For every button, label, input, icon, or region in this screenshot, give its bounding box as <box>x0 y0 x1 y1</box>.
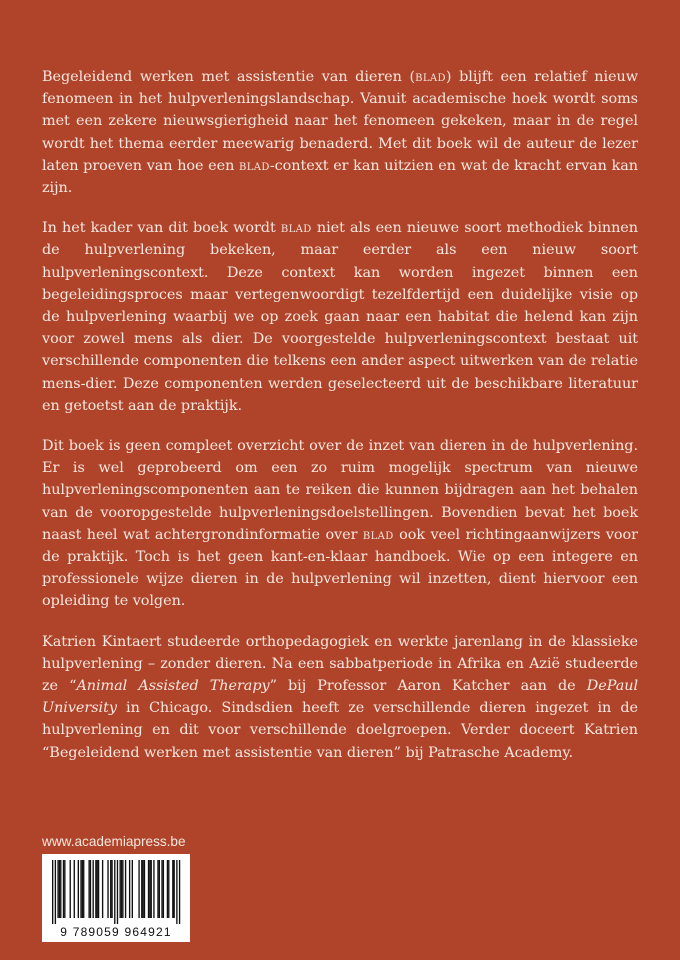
italic-title: DePaul University <box>42 678 638 717</box>
barcode-bar <box>55 860 56 924</box>
text-run: -context er kan uitzien en wat de kracht ervan kan zijn. <box>42 157 638 197</box>
barcode-bar <box>148 860 149 918</box>
barcode-bar <box>149 860 150 918</box>
text-run: Begeleidend werken met assistentie van dieren ( <box>42 69 416 85</box>
blurb-paragraph-1 <box>42 66 638 199</box>
text-run: ook veel richtingaanwijzers voor de praktijk. Toch is het geen kant-en-klaar handboek. Wie op een integere en professionele wijze dieren in de hulpverlening wil inzetten, dient hiervoor een opleiding te volgen. <box>42 526 638 610</box>
barcode-bar <box>174 860 175 918</box>
barcode-bar <box>82 860 83 918</box>
barcode-bar <box>88 860 89 918</box>
blurb-paragraph-2 <box>42 217 638 417</box>
barcode-bar <box>141 860 142 918</box>
barcode-bar <box>111 860 112 918</box>
text-run: In het kader van dit boek wordt <box>42 220 281 237</box>
text-run: Dit boek is geen compleet overzicht over de inzet van dieren in de hulpverlening. Er is wel geprobeerd om een zo ruim mogelijk spectrum van nieuwe hulpverleningscomponenten aan te reiken die kunnen bijdragen aan het behalen van de vooropgestelde hulpverleningsdoelstellingen. Bovendien bevat het boek naast heel wat achtergrondinformatie over <box>42 438 638 543</box>
author-bio-paragraph <box>42 631 638 764</box>
text-run: ) blijft een relatief nieuw fenomeen in het hulpverleningslandschap. Vanuit academische hoek wordt soms met een zekere nieuwsgierigheid naar het fenomeen gekeken, maar in de regel wordt het thema eerder meewarig benaderd. Met dit boek wil de auteur de lezer laten proeven van hoe een <box>42 69 638 174</box>
barcode-bar <box>161 860 162 918</box>
barcode-bar <box>102 860 103 918</box>
barcode-bar <box>74 860 75 918</box>
barcode-bar <box>117 860 118 924</box>
barcode-bar <box>179 860 180 924</box>
barcode-bar <box>120 860 121 918</box>
barcode-bar <box>110 860 111 918</box>
barcode-bar <box>64 860 65 918</box>
text-run: ” bij Professor Aaron Katcher aan de <box>269 678 587 695</box>
publisher-website[interactable]: www.academiapress.be <box>42 834 186 849</box>
barcode-bar <box>132 860 133 918</box>
barcode-bar <box>163 860 164 918</box>
barcode-bar <box>95 860 96 918</box>
barcode-bar <box>157 860 158 918</box>
barcode-bar <box>63 860 64 918</box>
barcode-bar <box>125 860 126 918</box>
barcode-bar <box>60 860 61 918</box>
barcode-bar <box>70 860 71 918</box>
barcode-bar <box>57 860 58 918</box>
barcode-bars <box>42 854 190 926</box>
barcode-bar <box>129 860 130 918</box>
text-run: Katrien Kintaert studeerde orthopedagogiek en werkte jarenlang in de klassieke hulpverlening – zonder dieren. Na een sabbatperiode in Afrika en Azië studeerde ze “ <box>42 633 638 695</box>
barcode-bar <box>93 860 94 918</box>
barcode-bar <box>83 860 84 918</box>
barcode-bar <box>80 860 81 918</box>
barcode-bar <box>151 860 152 918</box>
italic-title: Animal Assisted Therapy <box>76 678 270 695</box>
barcode-bar <box>121 860 122 918</box>
barcode-bar <box>168 860 169 918</box>
barcode-bar <box>59 860 60 918</box>
barcode-bar <box>153 860 154 918</box>
barcode-bar <box>52 860 53 924</box>
isbn-barcode <box>42 854 190 942</box>
barcode-bar <box>122 860 123 918</box>
barcode-bar <box>114 860 115 924</box>
acronym-blad: blad <box>239 157 270 174</box>
blurb-paragraph-3 <box>42 435 638 613</box>
barcode-bar <box>142 860 143 918</box>
acronym-blad: blad <box>415 69 446 85</box>
barcode-bar <box>98 860 99 918</box>
text-run: niet als een nieuwe soort methodiek binnen de hulpverlening bekeken, maar eerder als een nieuw soort hulpverleningscontext. Deze context kan worden ingezet binnen een begeleidingsproces maar vertegenwoordigt tezelfdertijd een duidelijke visie op de hulpverlening waarbij we op zoek gaan naar een habitat die helend kan zijn voor zowel mens als dier. De voorgestelde hulpverleningscontext bestaat uit verschillende componenten die telkens een ander aspect uitwerken van de relatie mens-dier. Deze componenten werden geselecteerd uit de beschikbare literatuur en getoetst aan de praktijk. <box>42 220 638 414</box>
barcode-bar <box>138 860 139 918</box>
acronym-blad: blad <box>362 526 394 543</box>
barcode-number: 9 789059 964921 <box>60 925 172 939</box>
barcode-bar <box>144 860 145 918</box>
barcode-bar <box>167 860 168 918</box>
barcode-bar <box>90 860 91 918</box>
barcode-bar <box>107 860 108 918</box>
text-run: in Chicago. Sindsdien heeft ze verschillende dieren ingezet in de hulpverlening en dit voor verschillende doelgroepen. Verder doceert Katrien “Begeleidend werken met assistentie van dieren” bij Patrasche Academy. <box>42 700 638 761</box>
barcode-bar <box>78 860 79 918</box>
back-cover-text <box>42 66 638 782</box>
acronym-blad: blad <box>280 220 312 237</box>
barcode-bar <box>97 860 98 918</box>
barcode-bar <box>159 860 160 918</box>
barcode-bar <box>176 860 177 924</box>
barcode-bar <box>172 860 173 918</box>
